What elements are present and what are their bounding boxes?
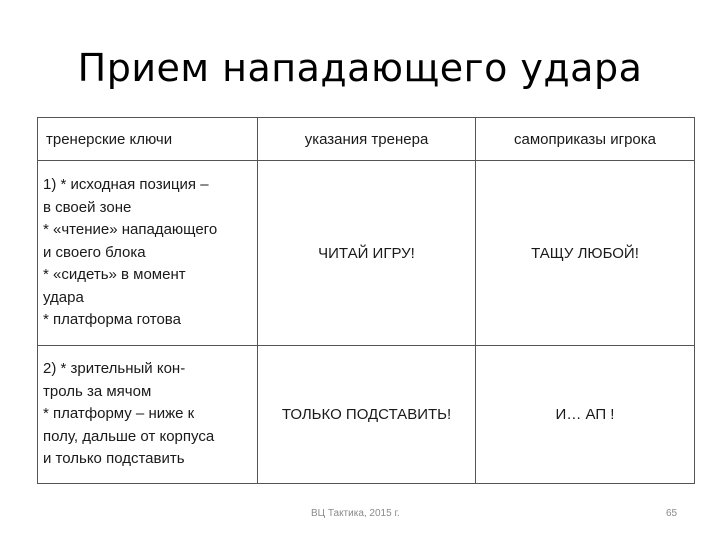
- table-row: [38, 161, 695, 346]
- player-command-cell: И… АП !: [476, 346, 695, 484]
- player-command-cell: ТАЩУ ЛЮБОЙ!: [476, 161, 695, 346]
- table-row: [38, 346, 695, 484]
- coach-key-line: * платформу – ниже к: [43, 405, 195, 423]
- header-player-self-commands: самоприказы игрока: [476, 118, 695, 161]
- coach-instruction-cell: ТОЛЬКО ПОДСТАВИТЬ!: [258, 346, 476, 484]
- slide-title: Прием нападающего удара: [77, 46, 643, 90]
- coach-keys-cell: [38, 161, 258, 346]
- coach-key-line: троль за мячом: [43, 382, 152, 400]
- coach-key-line: * «чтение» нападающего: [43, 221, 218, 239]
- coach-key-line: полу, дальше от корпуса: [43, 427, 215, 445]
- coach-key-line: * «сидеть» в момент: [43, 266, 186, 284]
- coach-key-line: и только подставить: [43, 450, 185, 468]
- coach-key-line: 1) * исходная позиция –: [43, 175, 209, 193]
- coach-keys-cell: [38, 346, 258, 484]
- table-header-row: [38, 118, 695, 161]
- coaching-table: [37, 117, 695, 484]
- coach-key-line: и своего блока: [43, 243, 146, 261]
- coach-key-line: 2) * зрительный кон-: [43, 360, 186, 378]
- page-number: 65: [666, 508, 678, 519]
- coach-key-line: удара: [43, 288, 84, 306]
- footer-source: ВЦ Тактика, 2015 г.: [311, 508, 400, 519]
- header-coach-keys: тренерские ключи: [38, 118, 258, 161]
- coach-key-line: в своей зоне: [43, 198, 132, 216]
- coach-instruction-cell: ЧИТАЙ ИГРУ!: [258, 161, 476, 346]
- header-coach-instructions: указания тренера: [258, 118, 476, 161]
- coach-key-line: * платформа готова: [43, 311, 181, 329]
